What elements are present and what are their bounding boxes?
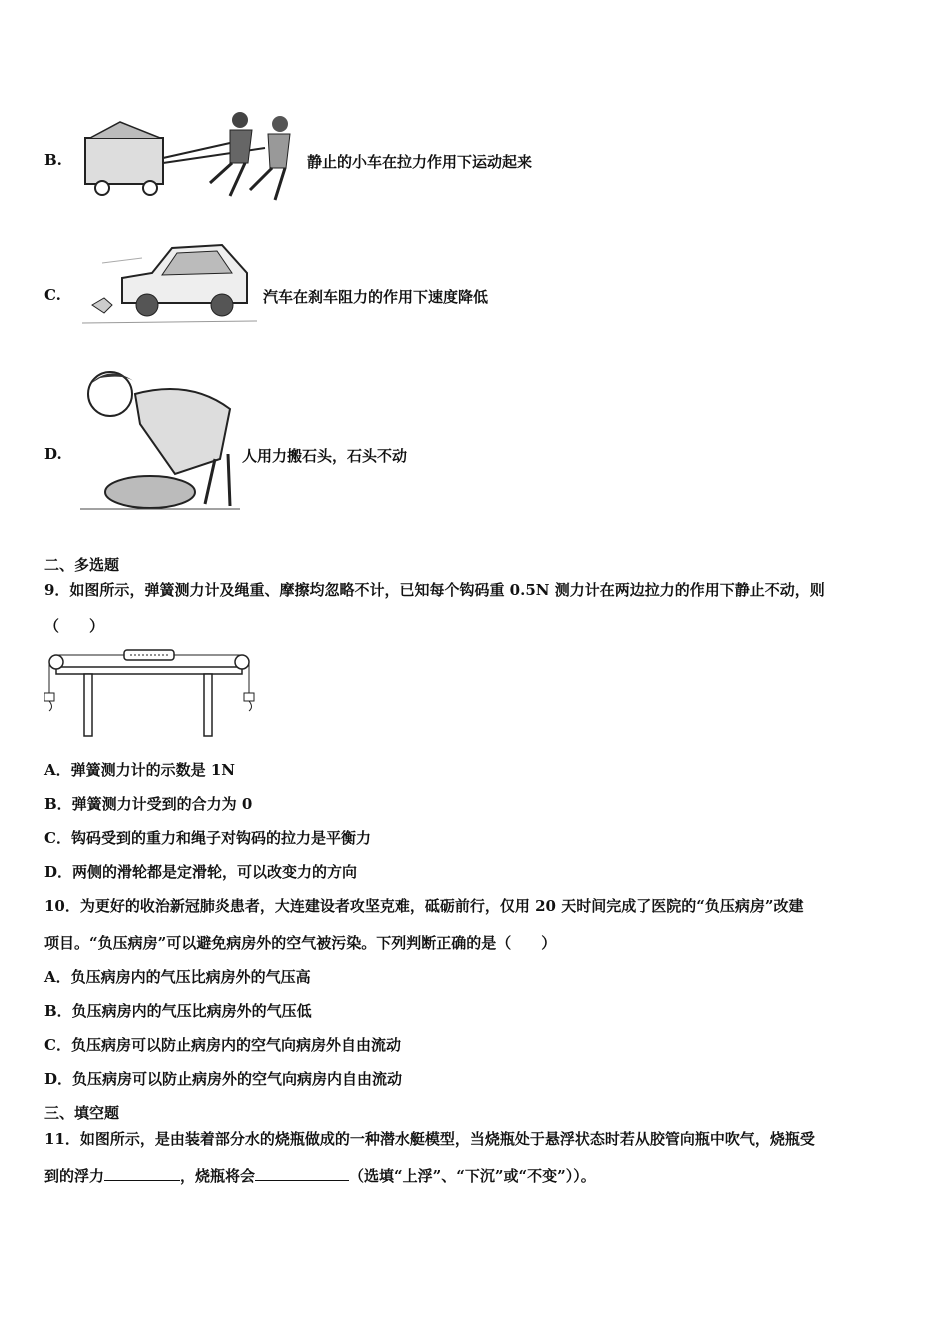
section3-heading: 三、填空题 — [44, 1104, 120, 1122]
q9-option-c: C．钩码受到的重力和绳子对钩码的拉力是平衡力 — [44, 829, 371, 847]
q9-paren: （ ） — [44, 617, 105, 635]
option-d-text: 人用力搬石头，石头不动 — [242, 447, 408, 465]
q10-option-a: A．负压病房内的气压比病房外的气压高 — [44, 968, 311, 986]
q9-option-d: D．两侧的滑轮都是定滑轮，可以改变力的方向 — [44, 863, 358, 881]
q9-option-b: B．弹簧测力计受到的合力为 0 — [44, 795, 253, 813]
q10-line2: 项目。“负压病房”可以避免病房外的空气被污染。下列判断正确的是（ ） — [44, 934, 557, 952]
option-c-text: 汽车在刹车阻力的作用下速度降低 — [263, 288, 489, 306]
two-children-pulling-cart-figure — [80, 108, 302, 206]
q10-option-d: D．负压病房可以防止病房外的空气向病房内自由流动 — [44, 1070, 403, 1088]
spring-scale-figure — [44, 645, 259, 740]
q11-part1: 到的浮力 — [44, 1167, 105, 1185]
girl-pushing-rock-figure — [80, 364, 245, 516]
option-b-text: 静止的小车在拉力作用下运动起来 — [307, 153, 533, 171]
q11-line1: 11．如图所示，是由装着部分水的烧瓶做成的一种潜水艇模型，当烧瓶处于悬浮状态时若从胶管向瓶中吹气，烧瓶受 — [44, 1130, 815, 1148]
q11-blank-2[interactable] — [255, 1166, 349, 1181]
q9-stem: 9．如图所示，弹簧测力计及绳重、摩擦均忽略不计，已知每个钩码重 0.5N 测力计在两边拉力的作用下静止不动，则 — [44, 581, 825, 599]
q11-part3: （选填“上浮”、“下沉”或“不变”））。 — [349, 1167, 596, 1185]
q10-option-b: B．负压病房内的气压比病房外的气压低 — [44, 1002, 312, 1020]
option-label-c: C. — [44, 286, 61, 304]
car-braking-figure — [82, 233, 262, 333]
q11-line2 — [44, 1165, 596, 1186]
q9-option-a: A．弹簧测力计的示数是 1N — [44, 761, 236, 779]
q11-blank-1[interactable] — [104, 1166, 180, 1181]
option-label-b: B. — [44, 151, 62, 169]
q11-part2: ，烧瓶将会 — [180, 1167, 256, 1185]
section2-heading: 二、多选题 — [44, 556, 120, 574]
q10-option-c: C．负压病房可以防止病房内的空气向病房外自由流动 — [44, 1036, 401, 1054]
q10-line1: 10．为更好的收治新冠肺炎患者，大连建设者攻坚克难，砥砺前行，仅用 20 天时间完成了医院的“负压病房”改建 — [44, 897, 804, 915]
option-label-d: D. — [44, 445, 62, 463]
